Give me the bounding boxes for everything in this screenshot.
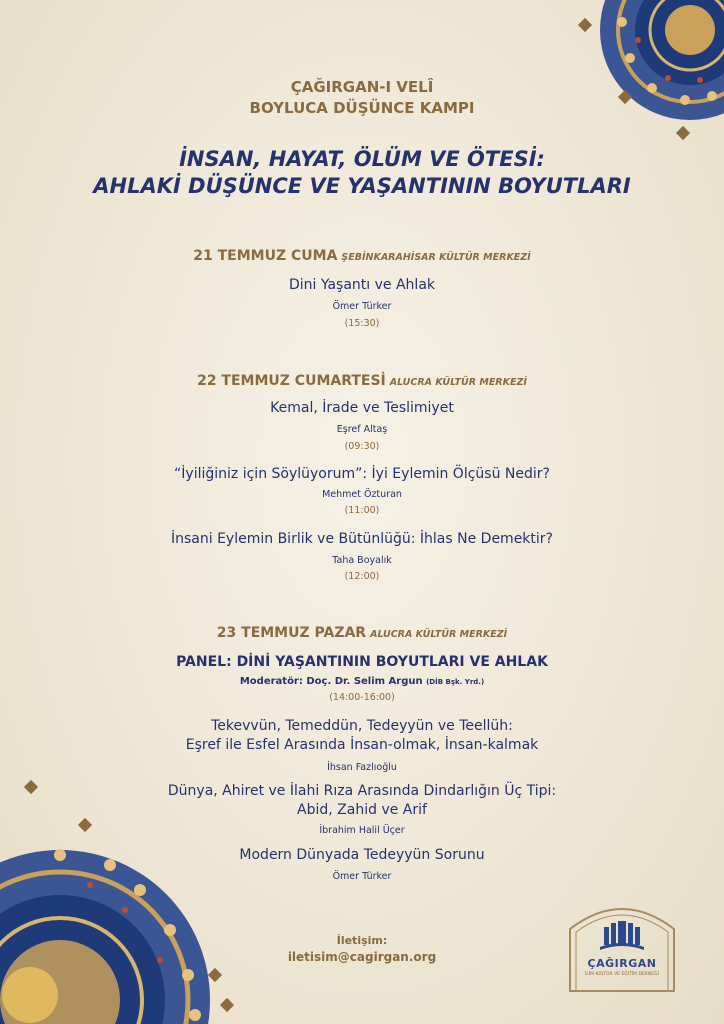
talk-time: (15:30) bbox=[344, 318, 380, 329]
day3-venue: ALUCRA KÜLTÜR MERKEZİ bbox=[370, 629, 508, 640]
event-organizer: ÇAĞIRGAN-I VELÎ bbox=[290, 78, 434, 96]
talk-speaker: Mehmet Özturan bbox=[322, 489, 402, 500]
talk-title: Dünya, Ahiret ve İlahi Rıza Arasında Dindarlığın Üç Tipi: bbox=[167, 783, 557, 799]
day3-date: 23 TEMMUZ PAZAR bbox=[216, 625, 367, 641]
talk-speaker: Ömer Türker bbox=[332, 871, 392, 882]
panel-title: PANEL: DİNİ YAŞANTININ BOYUTLARI VE AHLAK bbox=[176, 654, 548, 670]
day2-venue: ALUCRA KÜLTÜR MERKEZİ bbox=[389, 377, 527, 388]
talk-title: “İyiliğiniz için Söylüyorum”: İyi Eylemin Ölçüsü Nedir? bbox=[174, 466, 550, 482]
talk-title: Dini Yaşantı ve Ahlak bbox=[288, 277, 436, 293]
talk-speaker: Ömer Türker bbox=[332, 301, 392, 312]
talk-time: (11:00) bbox=[344, 505, 380, 516]
talk-title: Kemal, İrade ve Teslimiyet bbox=[270, 400, 454, 416]
contact-label: İletişim: bbox=[336, 934, 388, 947]
logo-subtitle: İLİM KÜLTÜR VE EĞİTİM DERNEĞİ bbox=[585, 972, 659, 977]
talk-speaker: İhsan Fazlıoğlu bbox=[327, 762, 397, 773]
panel-moderator-note: (DİB Bşk. Yrd.) bbox=[426, 678, 485, 686]
talk-time: (12:00) bbox=[344, 571, 380, 582]
top-right-ornament bbox=[560, 0, 724, 150]
talk-title-cont: Eşref ile Esfel Arasında İnsan-olmak, İnsan-kalmak bbox=[185, 737, 539, 753]
day2-heading bbox=[0, 370, 724, 389]
panel-moderator: Moderatör: Doç. Dr. Selim Argun bbox=[239, 676, 423, 687]
day1-date: 21 TEMMUZ CUMA bbox=[193, 248, 338, 264]
event-name: BOYLUCA DÜŞÜNCE KAMPI bbox=[249, 99, 475, 117]
logo-name: ÇAĞIRGAN bbox=[587, 957, 657, 970]
talk-speaker: İbrahim Halil Üçer bbox=[319, 825, 405, 836]
day1-heading bbox=[0, 245, 724, 264]
day1-venue: ŞEBİNKARAHİSAR KÜLTÜR MERKEZİ bbox=[341, 252, 531, 263]
day3-heading bbox=[0, 622, 724, 641]
talk-title: Modern Dünyada Tedeyyün Sorunu bbox=[239, 847, 485, 863]
talk-title: Tekevvün, Temeddün, Tedeyyün ve Teellüh: bbox=[211, 718, 513, 734]
title-line-2: AHLAKİ DÜŞÜNCE VE YAŞANTININ BOYUTLARI bbox=[93, 174, 631, 198]
day2-date: 22 TEMMUZ CUMARTESİ bbox=[197, 373, 386, 389]
talk-title-cont: Abid, Zahid ve Arif bbox=[297, 802, 427, 818]
contact-email[interactable]: iletisim@cagirgan.org bbox=[287, 950, 437, 964]
talk-speaker: Eşref Altaş bbox=[336, 424, 388, 435]
talk-time: (09:30) bbox=[344, 441, 380, 452]
title-line-1: İNSAN, HAYAT, ÖLÜM VE ÖTESİ: bbox=[179, 147, 545, 171]
panel-moderator-line bbox=[0, 676, 724, 687]
cagirgan-logo bbox=[566, 895, 678, 993]
talk-title: İnsani Eylemin Birlik ve Bütünlüğü: İhlas Ne Demektir? bbox=[171, 531, 553, 547]
panel-time: (14:00-16:00) bbox=[329, 692, 395, 703]
talk-speaker: Taha Boyalık bbox=[332, 555, 392, 566]
